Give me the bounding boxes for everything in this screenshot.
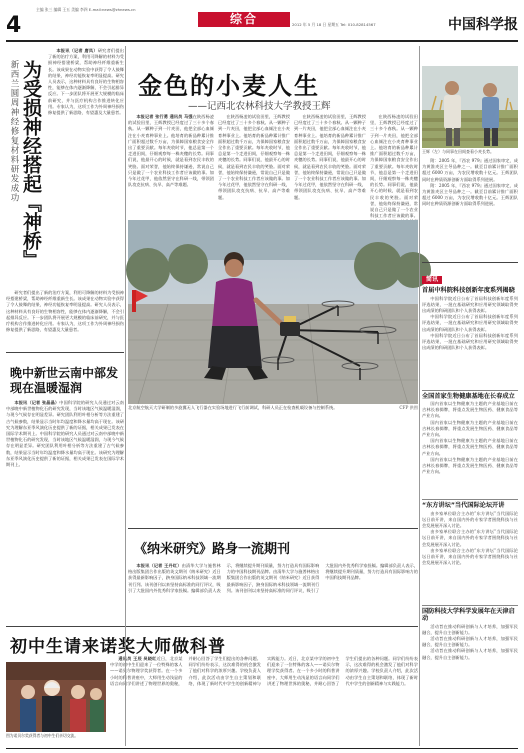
- kicker-vertical: 新西兰圆周神经修复材料研发成功: [9, 60, 19, 203]
- drone-photo-caption: 北京航空航天大学研制的多旋翼无人飞行器在实验场地进行飞行前调试，科研人员正在检查机载设备与控制系统。 CFP 供图: [128, 405, 418, 410]
- brief-item: [422, 287, 518, 388]
- section-banner: [198, 12, 290, 27]
- brief-body: 活动旨在推动科研创新与人才培养，加强军民融合，提升自主创新能力。 活动旨在推动科研创新与人才培养，加强军民融合，提升自主创新能力。 活动旨在推动科研创新与人才培养，加强军民融合，提升自主创新能力。: [422, 623, 518, 660]
- header-meta-left: 主编 张三 编辑 王五 美编 李四 E-mail:news@zhnews.cn: [36, 7, 136, 12]
- column-divider: [419, 46, 420, 746]
- main-headline: 金色的小麦人生: [138, 72, 320, 100]
- left-story-2-body: 本报讯（记者 张晶晶）中国科学院的研究人员通过对云南中部晚中新世植物化石的研究发现，当时该地区气候温暖湿润，与现今气候存在明显差异。研究团队利用叶相分析等方法重建了古气候参数，结果显示当时年均温度和降水量均高于现在。该研究为理解东亚季风演化历史提供了新的证据，相关成果已发表在国际学术期刊上。中国科学院的研究人员通过对云南中部晚中新世植物化石的研究发现，当时该地区气候温暖湿润，与现今气候存在明显差异。研究团队利用叶相分析等方法重建了古气候参数，结果显示当时年均温度和降水量均高于现在。该研究为理解东亚季风演化历史提供了新的证据，相关成果已发表在国际学术期刊上。: [6, 400, 124, 468]
- nano-body: 本报讯（记者 王丹红）由清华大学与施普林格出版集团合作出版的英文期刊《纳米研究》近日获得最新影响因子，跻身国际纳米科技领域一流期刊行列。该刊创刊以来坚持高标准的同行评议，吸引了大批国内外优秀科学家投稿。编辑部负责人表示，将继续提升期刊质量，努力打造具有国际影响力的中国科技期刊品牌。由清华大学与施普林格出版集团合作出版的英文期刊《纳米研究》近日获得最新影响因子，跻身国际纳米科技领域一流期刊行列。该刊创刊以来坚持高标准的同行评议，吸引了大批国内外优秀科学家投稿。编辑部负责人表示，将继续提升期刊质量，努力打造具有国际影响力的中国科技期刊品牌。: [128, 563, 418, 593]
- page-number: 4: [6, 13, 22, 38]
- left-story: [6, 46, 124, 350]
- sidebar-intro: 附：2005 年，『西农 979』通过国家审定，成为黄淮麦区主导品种之一。截至目前累计推广面积超过 6000 万亩，为农民增收数十亿元。王辉团队同时在种质资源创新方面取得系列进展。 附：2005 年，『西农 979』通过国家审定，成为黄淮麦区主导品种之一。截至目前累计推广面积超过 6000 万亩，为农民增收数十亿元。王辉团队同时在种质资源创新方面取得系列进展。: [422, 158, 518, 207]
- brief-title: 国防科技大学科学发展年在天津启动: [422, 607, 515, 622]
- nano-headline: 《纳米研究》路身一流期刊: [134, 542, 291, 557]
- brief-body: 由多家单位联合主办的“东方讲坛”当代国际论坛日前开讲，来自国内外的专家学者围绕科技与社会发展展开深入讨论。 由多家单位联合主办的“东方讲坛”当代国际论坛日前开讲，来自国内外的专家学者围绕科技与社会发展展开深入讨论。 由多家单位联合主办的“东方讲坛”当代国际论坛日前开讲，来自国内外的专家学者围绕科技与社会发展展开深入讨论。: [422, 510, 518, 566]
- left-story-byline: 本报讯（记者 唐凤）: [56, 48, 98, 53]
- bottom-photo: [6, 662, 106, 740]
- farmers-photo-image: [422, 66, 518, 148]
- bottom-headline: 初中生请来诺奖大师做科普: [10, 637, 226, 657]
- right-sidebar: [422, 158, 518, 750]
- column-divider: [125, 46, 126, 746]
- nano-byline: 本报讯（记者 王丹红）: [136, 563, 182, 568]
- main-story-col1: 本报记者 张行勇 通讯员 马强在陕西杨凌的试验田里，王辉教授已经度过了三十多个春秋。从一颗种子到一片麦田，他把全部心血倾注在小麦育种事业上。他培育的新品种累计推广面积超过数千万亩，为保障国家粮食安全作出了重要贡献。每年麦收时节，他总是第一个走进田间，仔细观察每一株麦穗的长势。同事们说，他最开心的时候，就是看到农民丰收的笑脸。面对荣誉，他始终保持谦逊，常说自己只是做了一个农业科技工作者应该做的事。如今年过花甲，他依然坚守在科研一线，带领团队攻克抗病、抗旱、高产等难题。: [128, 114, 214, 188]
- bottom-byline: 通讯员 王辰 吴晓红: [118, 656, 157, 661]
- left-story-body: 本报讯（记者 唐凤）研究者们提出了新的治疗方案，利用可降解的材料为受损神经搭建桥梁，帮助神经纤维重新生长。该成果在动物实验中获得了令人鼓舞的结果，神经功能恢复率明显提高。研究人员表示，这种材料具有良好的生物相容性，能够在体内逐渐降解，不会引起排异反应。下一步团队将开展更大规模的临床前研究，并与医疗机构合作推进转化应用。专家认为，这项工作为外周神经损伤修复提供了新思路，有望惠及大量患者。: [48, 48, 124, 116]
- brief-title: “东方讲坛”当代国际论坛开讲: [422, 502, 505, 509]
- bottom-body: 通讯员 王辰 吴晓红近日，北京某中学的初中生们迎来了一位特殊的客人——诺贝尔物理学奖获得者。在一个多小时的科普讲座中，大师用生动浅显的语言向同学们讲述了物理世界的奥秘，并耐心回答了学生们提出的各种问题。同学们纷纷表示，这次难得的机会激发了他们对科学的浓厚兴趣。学校负责人介绍，此次活动由学生自主策划和联络，体现了新时代中学生的创新精神与实践能力。近日，北京某中学的初中生们迎来了一位特殊的客人——诺贝尔物理学奖获得者。在一个多小时的科普讲座中，大师用生动浅显的语言向同学们讲述了物理世界的奥秘，并耐心回答了学生们提出的各种问题。同学们纷纷表示，这次难得的机会激发了他们对科学的浓厚兴趣。学校负责人介绍，此次活动由学生自主策划和联络，体现了新时代中学生的创新精神与实践能力。: [110, 656, 418, 686]
- main-story-byline: 本报记者 张行勇 通讯员 马强: [136, 114, 193, 119]
- brief-body: 中国科学院近日公布了首届科技创新年度系列评选结果，一批在基础研究和应用研究领域取得突出成绩的科研团队和个人获得表彰。 中国科学院近日公布了首届科技创新年度系列评选结果，一批在基础研究和应用研究领域取得突出成绩的科研团队和个人获得表彰。 中国科学院近日公布了首届科技创新年度系列评选结果，一批在基础研究和应用研究领域取得突出成绩的科研团队和个人获得表彰。: [422, 295, 518, 351]
- brief-item: [422, 499, 518, 603]
- left-story-2-byline: 本报讯（记者 张晶晶）: [14, 400, 60, 405]
- main-story-col3: 在陕西杨凌的试验田里，王辉教授已经度过了三十多个春秋。从一颗种子到一片麦田，他把全部心血倾注在小麦育种事业上。他培育的新品种累计推广面积超过数千万亩，为保障国家粮食安全作出了重要贡献。每年麦收时节，他总是第一个走进田间，仔细观察每一株麦穗的长势。同事们说，他最开心的时候，就是看到农民丰收的笑脸。面对荣誉，他始终保持谦逊，常说自己只是做了一个农业科技工作者应该做的事。如今年过花甲，他依然坚守在科研一线，带领团队攻克抗病、抗旱、高产等难题。: [294, 114, 366, 200]
- brief-title: 首届中科院科技创新年度系列揭晓: [422, 287, 515, 294]
- farmers-photo-caption: 王辉（左）与同事在田间查看小麦长势。: [422, 149, 494, 154]
- headline-vertical: 为受损神经搭起『神桥』: [20, 60, 42, 269]
- brief-title: 全国首家生物健康基地在长春成立: [422, 392, 515, 400]
- drone-photo-credit: CFP 供图: [399, 405, 418, 410]
- header-meta-right: 2012 年 5 月 18 日 星期五 Tel: 010-82814567: [292, 22, 376, 27]
- brief-item: [422, 605, 518, 690]
- farmers-photo: [422, 66, 518, 154]
- section-title: 综合: [229, 12, 258, 26]
- bottom-photo-image: [6, 662, 106, 732]
- brief-item: [422, 390, 518, 498]
- main-story-col4: 在陕西杨凌的试验田里，王辉教授已经度过了三十多个春秋。从一颗种子到一片麦田，他把全部心血倾注在小麦育种事业上。他培育的新品种累计推广面积超过数千万亩，为保障国家粮食安全作出了重要贡献。每年麦收时节，他总是第一个走进田间，仔细观察每一株麦穗的长势。同事们说，他最开心的时候，就是看到农民丰收的笑脸。面对荣誉，他始终保持谦逊，常说自己只是做了一个农业科技工作者应该做的事。: [370, 114, 418, 219]
- bottom-story: [6, 626, 418, 748]
- bottom-photo-caption: 图为诺贝尔奖获得者与初中生们亲切交流。: [6, 733, 79, 738]
- masthead-logo: 中国科学报: [448, 17, 518, 33]
- main-subheadline: ——记西北农林科技大学教授王辉: [188, 101, 331, 112]
- brief-label: 简讯: [422, 276, 442, 284]
- brief-label-row: [422, 262, 518, 285]
- drone-photo-image: [128, 220, 418, 404]
- left-story-2: [6, 352, 124, 522]
- left-story-body-continued: 研究者们提出了新的治疗方案，利用可降解的材料为受损神经搭建桥梁，帮助神经纤维重新生长。该成果在动物实验中获得了令人鼓舞的结果，神经功能恢复率明显提高。研究人员表示，这种材料具有良好的生物相容性，能够在体内逐渐降解，不会引起排异反应。下一步团队将开展更大规模的临床前研究，并与医疗机构合作推进转化应用。专家认为，这项工作为外周神经损伤修复提供了新思路，有望惠及大量患者。: [6, 290, 124, 333]
- nano-story: [128, 528, 418, 628]
- drone-photo: [128, 220, 418, 410]
- main-story-col2: 在陕西杨凌的试验田里，王辉教授已经度过了三十多个春秋。从一颗种子到一片麦田，他把全部心血倾注在小麦育种事业上。他培育的新品种累计推广面积超过数千万亩，为保障国家粮食安全作出了重要贡献。每年麦收时节，他总是第一个走进田间，仔细观察每一株麦穗的长势。同事们说，他最开心的时候，就是看到农民丰收的笑脸。面对荣誉，他始终保持谦逊，常说自己只是做了一个农业科技工作者应该做的事。如今年过花甲，他依然坚守在科研一线，带领团队攻克抗病、抗旱、高产等难题。: [218, 114, 290, 200]
- brief-body: 国内首家以生物健康为主题的产业基地日前在吉林长春揭牌，将重点发展生物医药、健康食品等产业方向。 国内首家以生物健康为主题的产业基地日前在吉林长春揭牌，将重点发展生物医药、健康食品等产业方向。 国内首家以生物健康为主题的产业基地日前在吉林长春揭牌，将重点发展生物医药、健康食品等产业方向。 国内首家以生物健康为主题的产业基地日前在吉林长春揭牌，将重点发展生物医药、健康食品等产业方向。: [422, 401, 518, 475]
- page-header: [0, 0, 524, 44]
- page-footer-rule: [6, 748, 518, 749]
- left-story-2-headline: 晚中新世云南中部发现在温暖湿润: [10, 366, 119, 395]
